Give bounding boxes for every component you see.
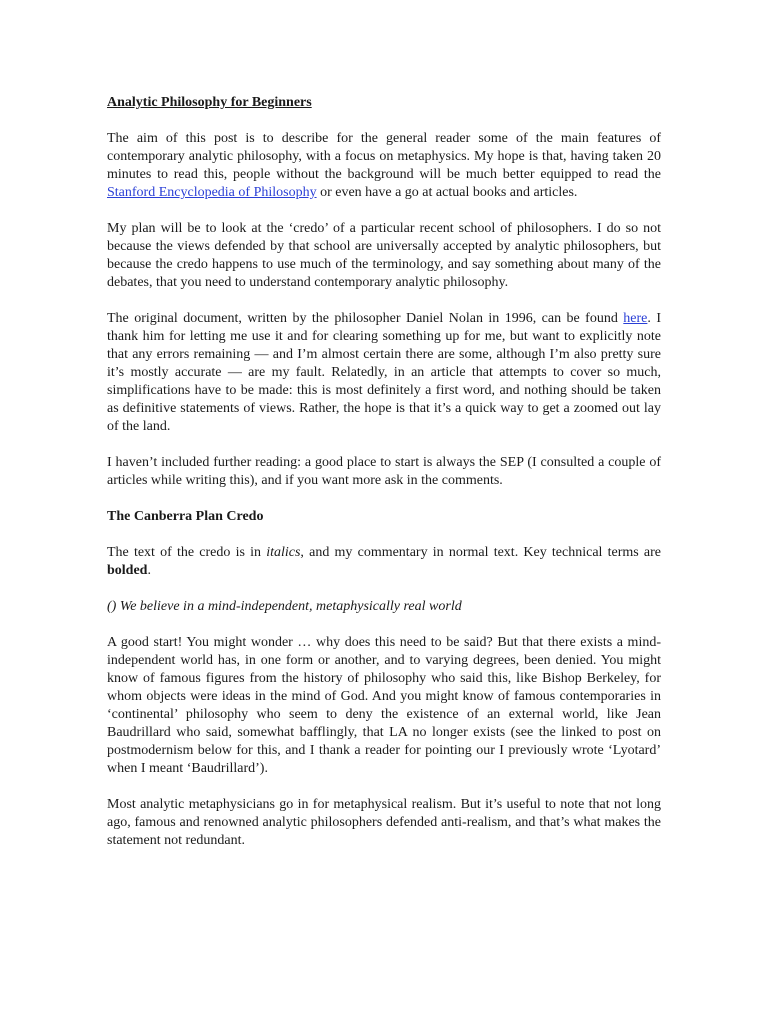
- intro-text-before-link: The aim of this post is to describe for the general reader some of the main features of contemporary analytic philosophy, with a focus on metaphysics. My hope is that, having taken 20 minutes to read this, people without the background will be much better equipped to read the: [107, 131, 661, 182]
- sep-link[interactable]: Stanford Encyclopedia of Philosophy: [107, 185, 317, 200]
- document-title: Analytic Philosophy for Beginners: [107, 95, 312, 110]
- formatting-text-1: The text of the credo is in: [107, 545, 267, 560]
- plan-paragraph: My plan will be to look at the ‘credo’ of a particular recent school of philosophers. I do so not because the views defended by that school are universally accepted by analytic philosophers, but because the credo happens to use much of the terminology, and say something about many of the debates, that you need to understand contemporary analytic philosophy.: [107, 221, 661, 290]
- section-heading: The Canberra Plan Credo: [107, 509, 264, 524]
- formatting-text-3: .: [147, 563, 151, 578]
- formatting-note-paragraph: [107, 544, 661, 580]
- intro-paragraph: [107, 130, 661, 202]
- bolded-word: bolded: [107, 563, 148, 578]
- original-document-paragraph: [107, 310, 661, 436]
- italics-word: italics: [266, 545, 301, 560]
- here-link[interactable]: here: [623, 311, 648, 326]
- formatting-text-2: , and my commentary in normal text. Key technical terms are: [300, 545, 661, 560]
- realism-paragraph: Most analytic metaphysicians go in for metaphysical realism. But it’s useful to note that not long ago, famous and renowned analytic philosophers defended anti-realism, and that’s what makes the statement not redundant.: [107, 797, 661, 848]
- credo-statement: () We believe in a mind-independent, metaphysically real world: [107, 599, 462, 614]
- original-text-after-link: . I thank him for letting me use it and for clearing something up for me, but want to explicitly note that any errors remaining — and I’m almost certain there are some, although I’m also pretty sure it’s mostly accurate — are my fault. Relatedly, in an article that attempts to cover so much, simplifications have to be made: this is most definitely a first word, and nothing should be taken as definitive statements of views. Rather, the hope is that it’s a quick way to get a zoomed out lay of the land.: [107, 311, 661, 434]
- original-text-before-link: The original document, written by the philosopher Daniel Nolan in 1996, can be found: [107, 311, 624, 326]
- document-page: [107, 94, 661, 868]
- intro-text-after-link: or even have a go at actual books and articles.: [316, 185, 578, 200]
- further-reading-paragraph: I haven’t included further reading: a good place to start is always the SEP (I consulted a couple of articles while writing this), and if you want more ask in the comments.: [107, 455, 661, 488]
- commentary-paragraph: A good start! You might wonder … why does this need to be said? But that there exists a mind-independent world has, in one form or another, and to varying degrees, been denied. You might know of famous figures from the history of philosophy who said this, like Bishop Berkeley, for whom objects were ideas in the mind of God. And you might know of famous contemporaries in ‘continental’ philosophy who seem to deny the existence of an external world, like Jean Baudrillard who said, somewhat bafflingly, that LA no longer exists (see the linked to post on postmodernism below for this, and I thank a reader for pointing our I previously wrote ‘Lyotard’ when I meant ‘Baudrillard’).: [107, 635, 661, 776]
